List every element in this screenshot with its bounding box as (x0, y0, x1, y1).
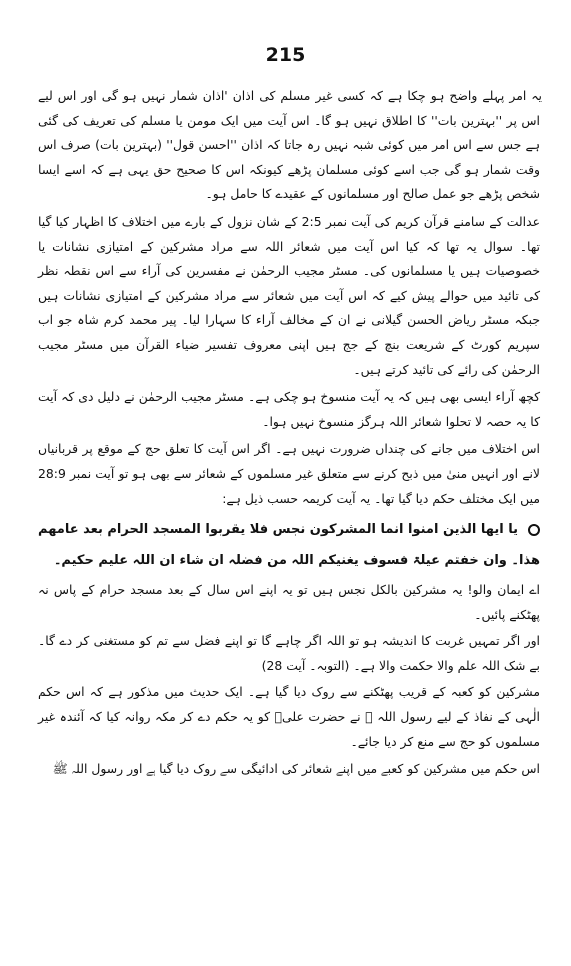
quran-verse (38, 514, 540, 576)
paragraph-azan: یہ امر پہلے واضح ہو چکا ہے کہ کسی غیر مسلم کی اذان 'اذان شمار نہیں ہو گی اور اس لیے اس پر ''بہترین بات'' کا اطلاق نہیں ہو گا۔ اس آیت میں ایک مومن یا مسلم کی تعریف کی گئی ہے جس سے اس امر میں کوئی شبہ نہیں رہ جاتا کہ اذان ''احسن قول'' (بہترین بات) صرف اس وقت شمار ہو گی جب اسے کوئی مسلمان پڑھے کیونکہ اس کا صحیح حق یہی ہے کہ اسے ایسا شخص پڑھے جو عمل صالح اور مسلمانوں کے عقیدے کا حامل ہو۔ (38, 88, 542, 202)
page-body (38, 84, 540, 785)
verse-text: یا ایھا الذین امنوا انما المشرکون نجس فلا یقربوا المسجد الحرام بعد عامھم ھذا۔ وان خفتم عیلۃ فسوف یغنیکم اللہ من فضلہ ان شاء ان اللہ علیم حکیم۔ (38, 522, 540, 569)
paragraph-verse-intro: اس اختلاف میں جانے کی چنداں ضرورت نہیں ہے۔ اگر اس آیت کا تعلق حج کے موقع پر قربانیاں لانے اور انہیں منیٰ میں ذبح کرنے سے متعلق غیر مسلموں کے شعائر سے بھی ہو تو آیت نمبر 28:9 میں ایک مختلف حکم دیا گیا تھا۔ یہ آیت کریمہ حسب ذیل ہے: (38, 441, 540, 506)
paragraph-court-dispute: عدالت کے سامنے قرآن کریم کی آیت نمبر 2:5 کے شان نزول کے بارے میں اختلاف کا اظہار کیا گیا تھا۔ سوال یہ تھا کہ کیا اس آیت میں شعائر اللہ سے مراد مشرکین کے امتیازی نشانات یا خصوصیات ہیں یا مسلمانوں کی۔ مسٹر مجیب الرحمٰن نے مفسرین کی آراء سے اس نقطہ نظر کی تائید میں حوالے پیش کیے کہ اس آیت میں شعائر سے مراد مشرکین کے امتیازی نشانات ہیں جبکہ مسٹر ریاض الحسن گیلانی نے ان کے مخالف آراء کا سہارا لیا۔ پیر محمد کرم شاہ جو اب سپریم کورٹ کے شریعت بنچ کے جج ہیں اپنی معروف تفسیر ضیاء القرآن میں مسٹر مجیب الرحمٰن کی رائے کی تائید کرتے ہیں۔ (38, 213, 540, 377)
paragraph-closing: اس حکم میں مشرکین کو کعبے میں اپنے شعائر کی ادائیگی سے روک دیا گیا ہے اور رسول اللہ ﷺ (52, 761, 540, 777)
paragraph-abrogation: کچھ آراء ایسی بھی ہیں کہ یہ آیت منسوخ ہو چکی ہے۔ مسٹر مجیب الرحمٰن نے دلیل دی کہ آیت کا یہ حصہ لا تحلوا شعائر اللہ ہرگز منسوخ نہیں ہوا۔ (38, 389, 540, 429)
paragraph-hadith: مشرکین کو کعبہ کے قریب پھٹکنے سے روک دیا گیا ہے۔ ایک حدیث میں مذکور ہے کہ اس حکم الٰہی کے نفاذ کے لیے رسول اللہ ﷺ نے حضرت علیؓ کو یہ حکم دے کر مکہ روانہ کیا کہ آئندہ غیر مسلموں کو حج سے منع کر دیا جائے۔ (38, 684, 540, 749)
circle-bullet-icon (528, 524, 540, 536)
page-number: 215 (265, 44, 306, 66)
translation-line-1: اے ایمان والو! یہ مشرکین بالکل نجس ہیں تو یہ اپنے اس سال کے بعد مسجد حرام کے پاس نہ پھٹکنے پائیں۔ (38, 582, 540, 622)
translation-line-2: اور اگر تمہیں غربت کا اندیشہ ہو تو اللہ اگر چاہے گا تو اپنے فضل سے تم کو مستغنی کر دے گا۔ بے شک اللہ علم والا حکمت والا ہے۔ (التوبہ۔ آیت 28) (38, 633, 540, 673)
